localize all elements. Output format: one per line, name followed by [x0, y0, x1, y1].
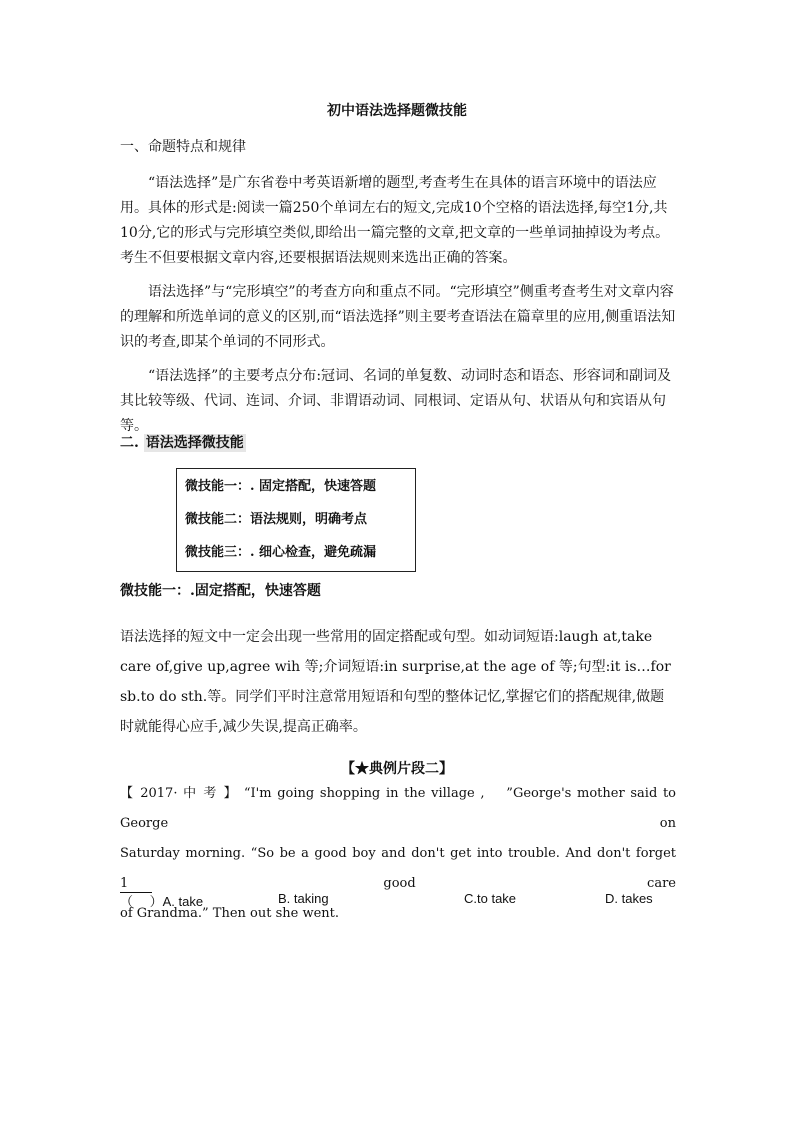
section-heading-2-text: 语法选择微技能	[145, 435, 244, 451]
example-source: 【 2017· 中 考 】	[120, 786, 239, 801]
option-a: A. take	[162, 894, 204, 909]
section-number: 二.	[120, 435, 139, 451]
skill-item-1: 微技能一：. 固定搭配，快速答题	[185, 479, 377, 494]
document-title: 初中语法选择题微技能	[327, 103, 467, 119]
option-d: D. takes	[605, 891, 653, 906]
paragraph-test-points: “语法选择”的主要考点分布:冠词、名词的单复数、动词时态和语态、形容词和副词及其比较等级、代词、连词、介词、非谓语动词、同根词、定语从句、状语从句和宾语从句等。	[120, 368, 672, 434]
example-title: 【★典例片段二】	[341, 761, 453, 777]
paragraph-comparison: 语法选择”与“完形填空”的考查方向和重点不同。“完形填空”侧重考查考生对文章内容的理解和所选单词的意义的区别,而“语法选择”则主要考查语法在篇章里的应用,侧重语法知识的考查,即某个单词的不同形式。	[120, 284, 676, 350]
example-line-1-text: “I'm going shopping in the village , ”George's mother said to George on	[120, 786, 676, 831]
example-line-2-pre: Saturday morning. “So be a good boy and don't get into trouble. And don't forget	[120, 846, 676, 861]
option-b: B. taking	[278, 891, 329, 906]
skill1-heading: 微技能一：.固定搭配，快速答题	[120, 583, 321, 599]
option-c: C.to take	[464, 891, 517, 906]
section-heading-1: 一、命题特点和规律	[120, 139, 246, 155]
answer-blank: 1	[120, 876, 152, 893]
example-line-2	[120, 839, 676, 899]
example-line-3: of Grandma.” Then out she went.	[120, 906, 340, 921]
example-line-1	[120, 779, 676, 839]
section-heading-2	[120, 432, 246, 452]
skill1-paragraph: 语法选择的短文中一定会出现一些常用的固定搭配或句型。如动词短语:laugh at,take care of,give up,agree wih 等;介词短语:in surprise,at the age of 等;句型:it is…for sb.to do sth.等。同学们平时注意常用短语和句型的整体记忆,掌握它们的搭配规律,做题时就能得心应手,减少失误,提高正确率。	[120, 629, 671, 735]
answer-paren	[120, 891, 203, 910]
skill-item-3: 微技能三：. 细心检查，避免疏漏	[185, 545, 377, 560]
answer-bracket: （ ）	[120, 894, 163, 909]
skills-box	[176, 468, 416, 572]
example-line-2-post: good care	[383, 876, 676, 891]
skill-item-2: 微技能二：语法规则，明确考点	[185, 512, 368, 527]
example-passage	[120, 779, 676, 929]
paragraph-intro: “语法选择”是广东省卷中考英语新增的题型,考查考生在具体的语言环境中的语法应用。具体的形式是:阅读一篇250个单词左右的短文,完成10个空格的语法选择,每空1分,共10分,它的形式与完形填空类似,即给出一篇完整的文章,把文章的一些单词抽掉设为考点。考生不但要根据文章内容,还要根据语法规则来选出正确的答案。	[120, 175, 670, 266]
